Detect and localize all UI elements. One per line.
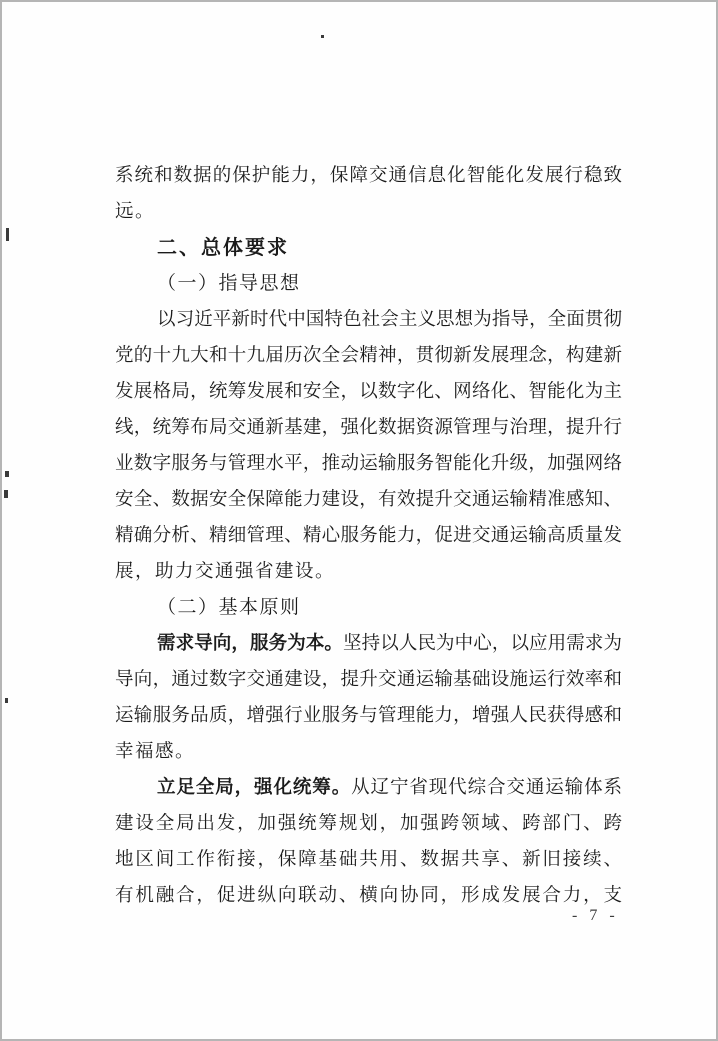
body-text: 导向，通过数字交通建设，提升交通运输基础设施运行效率和 (115, 670, 622, 690)
text-line (115, 158, 622, 194)
body-text: 建设全局出发，加强统筹规划，加强跨领域、跨部门、跨 (115, 814, 622, 834)
text-line (115, 194, 622, 230)
text-line (115, 698, 622, 734)
body-text: 运输服务品质，增强行业服务与管理能力，增强人民获得感和 (115, 706, 622, 726)
bold-lead-text: 需求导向，服务为本。 (157, 634, 344, 654)
scan-mark-icon (6, 228, 9, 241)
bold-lead-text: 立足全局，强化统筹。 (157, 778, 352, 798)
body-text: 业数字服务与管理水平，推动运输服务智能化升级，加强网络 (115, 454, 622, 474)
body-text: 坚持以人民为中心，以应用需求为 (343, 634, 622, 654)
scan-speck-icon (321, 35, 324, 38)
body-text: 系统和数据的保护能力，保障交通信息化智能化发展行稳致 (115, 166, 622, 186)
text-line (115, 734, 622, 770)
body-text: 党的十九大和十九届历次全会精神，贯彻新发展理念，构建新 (115, 346, 622, 366)
body-text: （二）基本原则 (157, 597, 301, 618)
page-number: - 7 - (572, 907, 619, 924)
text-line (115, 842, 622, 878)
text-line (115, 266, 622, 302)
text-line (115, 878, 622, 914)
text-line (115, 626, 622, 662)
scan-mark-icon (4, 490, 8, 498)
scan-mark-icon (5, 471, 9, 477)
document-text (115, 158, 622, 914)
body-text: 线，统筹布局交通新基建，强化数据资源管理与治理，提升行 (115, 418, 622, 438)
text-line (115, 338, 622, 374)
text-line (115, 446, 622, 482)
body-text: 有机融合，促进纵向联动、横向协同，形成发展合力，支 (115, 886, 622, 906)
body-text: （一）指导思想 (157, 273, 301, 294)
body-text: 安全、数据安全保障能力建设，有效提升交通运输精准感知、 (115, 490, 622, 510)
body-text: 远。 (115, 202, 156, 222)
text-line (115, 374, 622, 410)
body-text: 幸福感。 (115, 742, 196, 762)
text-line (115, 770, 622, 806)
bold-lead-text: 二、总体要求 (157, 237, 289, 259)
text-line (115, 554, 622, 590)
text-line (115, 302, 622, 338)
scan-mark-icon (5, 698, 8, 703)
body-text: 精确分析、精细管理、精心服务能力，促进交通运输高质量发 (115, 526, 622, 546)
text-line (115, 518, 622, 554)
body-text: 以习近平新时代中国特色社会主义思想为指导，全面贯彻 (157, 310, 622, 330)
text-line (115, 806, 622, 842)
text-line (115, 590, 622, 626)
text-line (115, 230, 622, 266)
text-line (115, 410, 622, 446)
text-line (115, 662, 622, 698)
body-text: 地区间工作衔接，保障基础共用、数据共享、新旧接续、 (115, 850, 622, 870)
text-line (115, 482, 622, 518)
body-text: 发展格局，统筹发展和安全，以数字化、网络化、智能化为主 (115, 382, 622, 402)
body-text: 从辽宁省现代综合交通运输体系 (351, 778, 622, 798)
body-text: 展，助力交通强省建设。 (115, 562, 336, 582)
